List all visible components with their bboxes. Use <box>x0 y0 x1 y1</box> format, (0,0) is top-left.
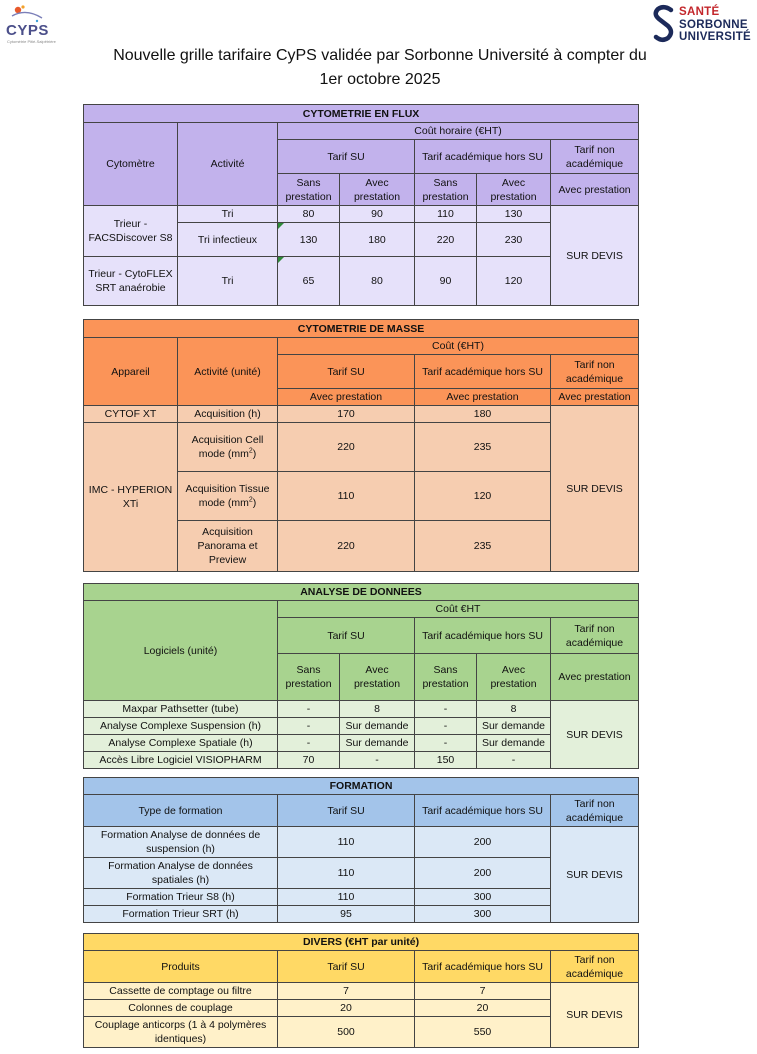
masse-device-cytof: CYTOF XT <box>84 406 178 423</box>
flux-tarif-non-acad: Tarif non académique <box>551 140 639 174</box>
divers-row-name: Couplage anticorps (1 à 4 polymères identiques) <box>84 1017 278 1048</box>
masse-col-activity: Activité (unité) <box>178 338 278 406</box>
masse-cell: 235 <box>415 521 551 572</box>
flux-cell: 180 <box>340 223 415 257</box>
masse-unit-sup: 2 <box>248 496 253 504</box>
masse-cell: 220 <box>278 521 415 572</box>
flux-cell: 130 <box>477 206 551 223</box>
masse-cell: 235 <box>415 423 551 472</box>
divers-cell: 7 <box>415 983 551 1000</box>
formation-row-name: Formation Analyse de données spatiales (h) <box>84 858 278 889</box>
divers-tarif-acad: Tarif académique hors SU <box>415 951 551 983</box>
flux-cell: 130 <box>278 223 340 257</box>
masse-device-imc: IMC - HYPERION XTi <box>84 423 178 572</box>
analyse-row-name: Analyse Complexe Suspension (h) <box>84 718 278 735</box>
formation-tarif-non-acad: Tarif non académique <box>551 795 639 827</box>
analyse-cell: - <box>340 752 415 769</box>
analyse-cell: Sur demande <box>340 735 415 752</box>
flux-tarif-acad: Tarif académique hors SU <box>415 140 551 174</box>
analyse-row-name: Analyse Complexe Spatiale (h) <box>84 735 278 752</box>
formation-cell: 110 <box>278 827 415 858</box>
analyse-table <box>83 583 639 769</box>
flux-cell: 90 <box>415 257 477 306</box>
masse-cell: 110 <box>278 472 415 521</box>
formation-col-type: Type de formation <box>84 795 278 827</box>
analyse-cell: 70 <box>278 752 340 769</box>
formation-row-name: Formation Trieur SRT (h) <box>84 906 278 923</box>
masse-activity-text: Acquisition Cell mode (mm <box>191 434 264 460</box>
formation-cell: 95 <box>278 906 415 923</box>
analyse-cell: 150 <box>415 752 477 769</box>
masse-table <box>83 319 639 572</box>
analyse-ac-sans: Sans prestation <box>415 654 477 701</box>
formation-row-name: Formation Trieur S8 (h) <box>84 889 278 906</box>
analyse-cell: - <box>415 718 477 735</box>
analyse-col-software: Logiciels (unité) <box>84 601 278 701</box>
sorbonne-logo-line1: SANTÉ <box>679 6 720 18</box>
divers-cell: 20 <box>415 1000 551 1017</box>
masse-activity <box>178 472 278 521</box>
masse-activity: Acquisition (h) <box>178 406 278 423</box>
flux-ac-avec: Avec prestation <box>477 174 551 206</box>
flux-col-device: Cytomètre <box>84 123 178 206</box>
masse-activity-text: Acquisition Tissue mode (mm <box>185 483 270 509</box>
divers-cell: 550 <box>415 1017 551 1048</box>
divers-row-name: Cassette de comptage ou filtre <box>84 983 278 1000</box>
flux-cell: 120 <box>477 257 551 306</box>
analyse-cell: - <box>415 701 477 718</box>
analyse-cell: 8 <box>477 701 551 718</box>
divers-title: DIVERS (€HT par unité) <box>84 934 639 951</box>
flux-sur-devis: SUR DEVIS <box>551 206 639 306</box>
flux-col-activity: Activité <box>178 123 278 206</box>
masse-activity <box>178 423 278 472</box>
analyse-cell: - <box>278 701 340 718</box>
flux-tarif-su: Tarif SU <box>278 140 415 174</box>
divers-col-products: Produits <box>84 951 278 983</box>
masse-su-avec: Avec prestation <box>278 389 415 406</box>
formation-sur-devis: SUR DEVIS <box>551 827 639 923</box>
analyse-cell: - <box>477 752 551 769</box>
masse-tarif-non-acad: Tarif non académique <box>551 355 639 389</box>
page-title-line1: Nouvelle grille tarifaire CyPS validée par Sorbonne Université à compter du <box>113 47 647 64</box>
divers-cell: 500 <box>278 1017 415 1048</box>
formation-cell: 300 <box>415 889 551 906</box>
formation-cell: 300 <box>415 906 551 923</box>
masse-cell: 180 <box>415 406 551 423</box>
cyps-logo-subtitle: Cytométrie Pitié-Salpêtrière <box>7 39 56 44</box>
formation-table <box>83 777 639 923</box>
masse-cost-header: Coût (€HT) <box>278 338 639 355</box>
analyse-cost-header: Coût €HT <box>278 601 639 618</box>
masse-cell: 220 <box>278 423 415 472</box>
analyse-cell: - <box>278 735 340 752</box>
divers-sur-devis: SUR DEVIS <box>551 983 639 1048</box>
masse-title: CYTOMETRIE DE MASSE <box>84 320 639 338</box>
flux-cell: 65 <box>278 257 340 306</box>
masse-unit-close: ) <box>252 497 257 509</box>
flux-activity: Tri <box>178 206 278 223</box>
analyse-title: ANALYSE DE DONNEES <box>84 584 639 601</box>
page-title <box>60 44 700 92</box>
flux-activity: Tri infectieux <box>178 223 278 257</box>
formation-cell: 200 <box>415 858 551 889</box>
formation-row-name: Formation Analyse de données de suspension (h) <box>84 827 278 858</box>
sorbonne-logo <box>652 4 752 46</box>
formation-cell: 110 <box>278 889 415 906</box>
divers-cell: 7 <box>278 983 415 1000</box>
masse-tarif-acad: Tarif académique hors SU <box>415 355 551 389</box>
analyse-su-avec: Avec prestation <box>340 654 415 701</box>
divers-row-name: Colonnes de couplage <box>84 1000 278 1017</box>
formation-tarif-su: Tarif SU <box>278 795 415 827</box>
flux-non-acad-avec: Avec prestation <box>551 174 639 206</box>
analyse-cell: Sur demande <box>477 735 551 752</box>
divers-cell: 20 <box>278 1000 415 1017</box>
flux-su-avec: Avec prestation <box>340 174 415 206</box>
analyse-su-sans: Sans prestation <box>278 654 340 701</box>
flux-ac-sans: Sans prestation <box>415 174 477 206</box>
divers-tarif-non-acad: Tarif non académique <box>551 951 639 983</box>
masse-unit-sup: 2 <box>248 447 253 455</box>
analyse-non-acad-avec: Avec prestation <box>551 654 639 701</box>
analyse-cell: Sur demande <box>340 718 415 735</box>
analyse-tarif-su: Tarif SU <box>278 618 415 654</box>
masse-unit-close: ) <box>252 448 257 460</box>
flux-cell: 230 <box>477 223 551 257</box>
flux-table <box>83 104 639 306</box>
masse-col-device: Appareil <box>84 338 178 406</box>
masse-cell: 120 <box>415 472 551 521</box>
divers-tarif-su: Tarif SU <box>278 951 415 983</box>
page-title-line2: 1er octobre 2025 <box>319 71 441 88</box>
formation-cell: 110 <box>278 858 415 889</box>
analyse-row-name: Maxpar Pathsetter (tube) <box>84 701 278 718</box>
analyse-cell: 8 <box>340 701 415 718</box>
sorbonne-logo-line3: UNIVERSITÉ <box>679 31 752 43</box>
flux-cell: 220 <box>415 223 477 257</box>
cyps-logo-text: CYPS <box>6 22 49 39</box>
divers-table <box>83 933 639 1048</box>
masse-tarif-su: Tarif SU <box>278 355 415 389</box>
flux-su-sans: Sans prestation <box>278 174 340 206</box>
sorbonne-logo-line2: SORBONNE <box>679 18 748 31</box>
analyse-tarif-acad: Tarif académique hors SU <box>415 618 551 654</box>
flux-cell: 90 <box>340 206 415 223</box>
analyse-sur-devis: SUR DEVIS <box>551 701 639 769</box>
formation-cell: 200 <box>415 827 551 858</box>
masse-cell: 170 <box>278 406 415 423</box>
sorbonne-s-icon <box>652 4 676 44</box>
flux-device-s8: Trieur - FACSDiscover S8 <box>84 206 178 257</box>
analyse-cell: - <box>278 718 340 735</box>
analyse-cell: Sur demande <box>477 718 551 735</box>
analyse-cell: - <box>415 735 477 752</box>
formation-tarif-acad: Tarif académique hors SU <box>415 795 551 827</box>
analyse-row-name: Accès Libre Logiciel VISIOPHARM <box>84 752 278 769</box>
analyse-tarif-non-acad: Tarif non académique <box>551 618 639 654</box>
analyse-ac-avec: Avec prestation <box>477 654 551 701</box>
masse-non-acad-avec: Avec prestation <box>551 389 639 406</box>
formation-title: FORMATION <box>84 778 639 795</box>
flux-cell: 80 <box>278 206 340 223</box>
flux-title: CYTOMETRIE EN FLUX <box>84 105 639 123</box>
masse-sur-devis: SUR DEVIS <box>551 406 639 572</box>
flux-activity: Tri <box>178 257 278 306</box>
cyps-logo <box>4 2 64 48</box>
flux-device-srt: Trieur - CytoFLEX SRT anaérobie <box>84 257 178 306</box>
flux-cost-header: Coût horaire (€HT) <box>278 123 639 140</box>
masse-activity: Acquisition Panorama et Preview <box>178 521 278 572</box>
flux-cell: 80 <box>340 257 415 306</box>
flux-cell: 110 <box>415 206 477 223</box>
masse-ac-avec: Avec prestation <box>415 389 551 406</box>
